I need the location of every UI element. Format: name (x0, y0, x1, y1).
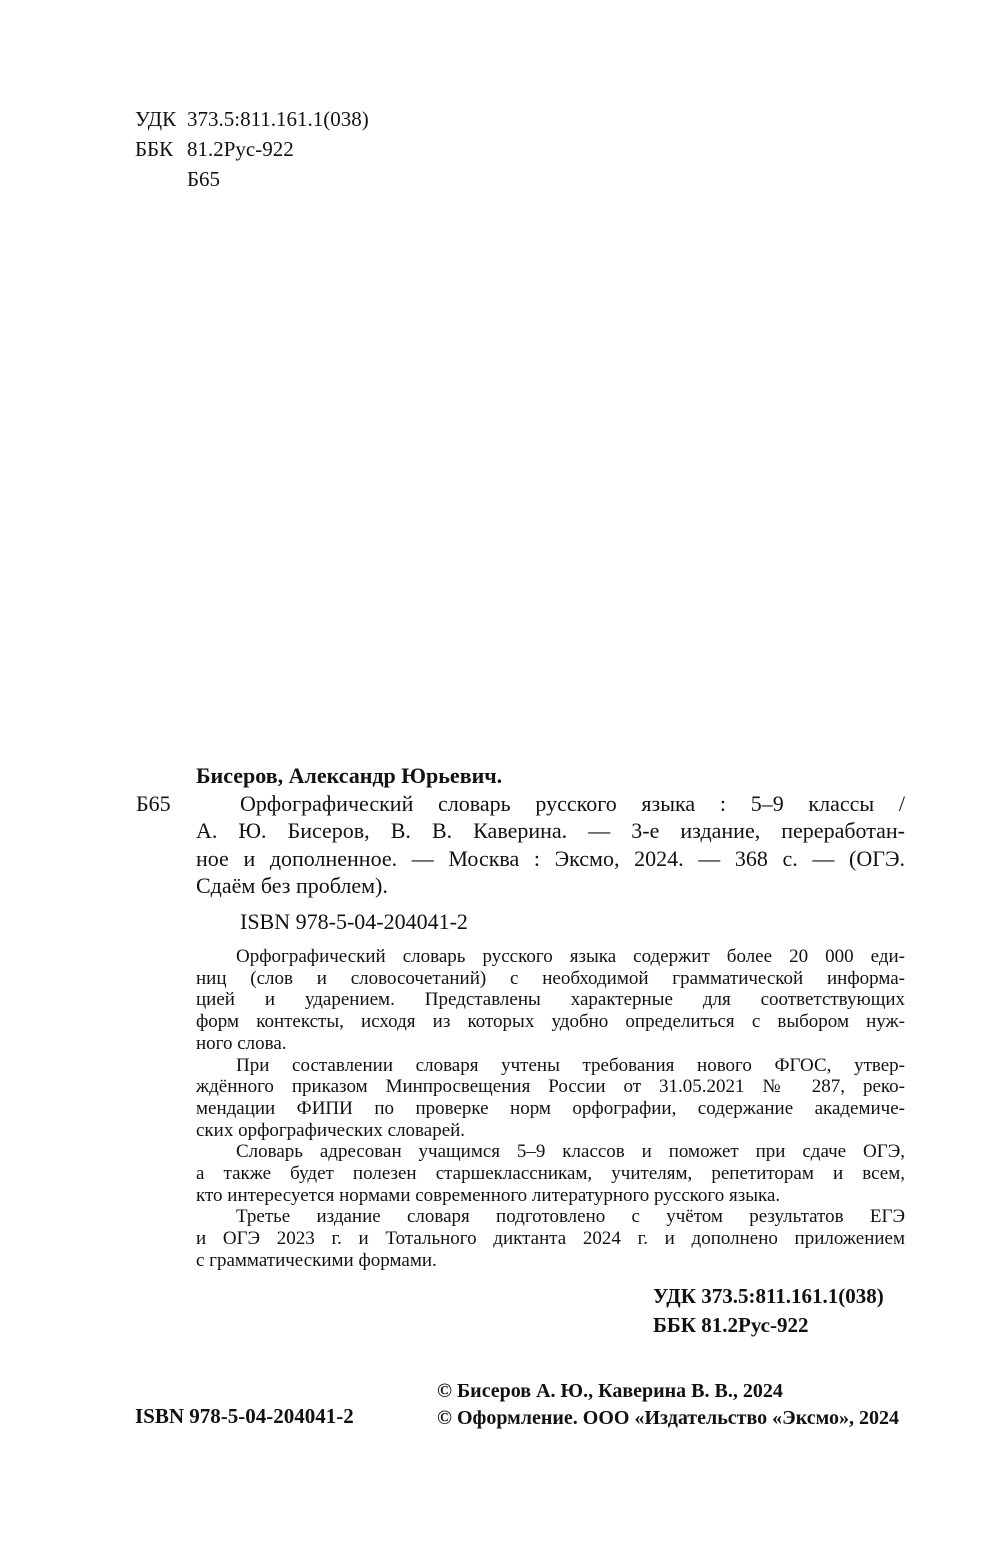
isbn-main: ISBN 978-5-04-204041-2 (240, 909, 468, 934)
author-sign-top: Б65 (187, 167, 221, 191)
annotation-line: Орфографический словарь русского языка содержит более 20 000 еди- (236, 946, 905, 967)
udk-bottom: УДК 373.5:811.161.1(038) (653, 1284, 884, 1308)
annotation-line: форм контексты, исходя из которых удобно определиться с выбором нуж- (196, 1011, 905, 1033)
annotation-line: мендации ФИПИ по проверке норм орфографии, содержание академиче- (196, 1097, 905, 1119)
annotation-paragraph (196, 1055, 905, 1142)
annotation-line: цией и ударением. Представлены характерные для соответствующих (196, 989, 905, 1011)
bbk-label: ББК (135, 137, 174, 161)
annotation-paragraph (196, 946, 905, 1055)
annotation-line: При составлении словаря учтены требования нового ФГОС, утвер- (236, 1054, 905, 1076)
udk-label: УДК (135, 107, 177, 131)
copyright-block (437, 1378, 899, 1432)
annotation-line: ниц (слов и словосочетаний) с необходимой грамматической информа- (196, 967, 905, 989)
annotation-line: Третье издание словаря подготовлено с учётом результатов ЕГЭ (236, 1206, 905, 1228)
bbk-bottom: ББК 81.2Рус-922 (653, 1313, 809, 1337)
annotation-paragraph (196, 1206, 905, 1271)
bib-line: Орфографический словарь русского языка : 5–9 классы / (240, 790, 905, 816)
bbk-value: 81.2Рус-922 (187, 137, 294, 161)
bibliographic-text (196, 762, 905, 900)
bibliographic-entry (136, 762, 906, 900)
udk-row (135, 104, 369, 134)
annotation (196, 946, 905, 1272)
author-sign-bib: Б65 (136, 790, 171, 816)
author-sign-row (135, 164, 369, 194)
annotation-line: ждённого приказом Минпросвещения России от 31.05.2021 № 287, реко- (196, 1076, 905, 1098)
isbn-footer: ISBN 978-5-04-204041-2 (135, 1404, 354, 1428)
bib-line: А. Ю. Бисеров, В. В. Каверина. — 3-е издание, переработан- (196, 818, 905, 843)
annotation-line: и ОГЭ 2023 г. и Тотального диктанта 2024 г. и дополнено приложением (196, 1228, 905, 1250)
catalog-codes-top (135, 104, 369, 194)
catalog-codes-bottom (653, 1282, 884, 1340)
annotation-line: кто интересуется нормами современного литературного русского языка. (196, 1184, 781, 1206)
annotation-paragraph (196, 1141, 905, 1206)
annotation-line: ских орфографических словарей. (196, 1119, 466, 1141)
annotation-line: ного слова. (196, 1032, 287, 1054)
copyright-publisher: © Оформление. ООО «Издательство «Эксмо», 2024 (437, 1407, 899, 1429)
bib-line: Сдаём без проблем). (196, 873, 388, 898)
annotation-line: Словарь адресован учащимся 5–9 классов и поможет при сдаче ОГЭ, (236, 1141, 905, 1163)
annotation-line: а также будет полезен старшеклассникам, учителям, репетиторам и всем, (196, 1163, 905, 1185)
udk-value: 373.5:811.161.1(038) (187, 107, 369, 131)
bbk-row (135, 134, 369, 164)
author-sign-spacer (135, 164, 187, 194)
copyright-authors: © Бисеров А. Ю., Каверина В. В., 2024 (437, 1380, 783, 1402)
annotation-line: с грамматическими формами. (196, 1249, 437, 1271)
bib-line: ное и дополненное. — Москва : Эксмо, 2024. — 368 с. — (ОГЭ. (196, 845, 905, 871)
author-heading: Бисеров, Александр Юрьевич. (196, 763, 503, 788)
